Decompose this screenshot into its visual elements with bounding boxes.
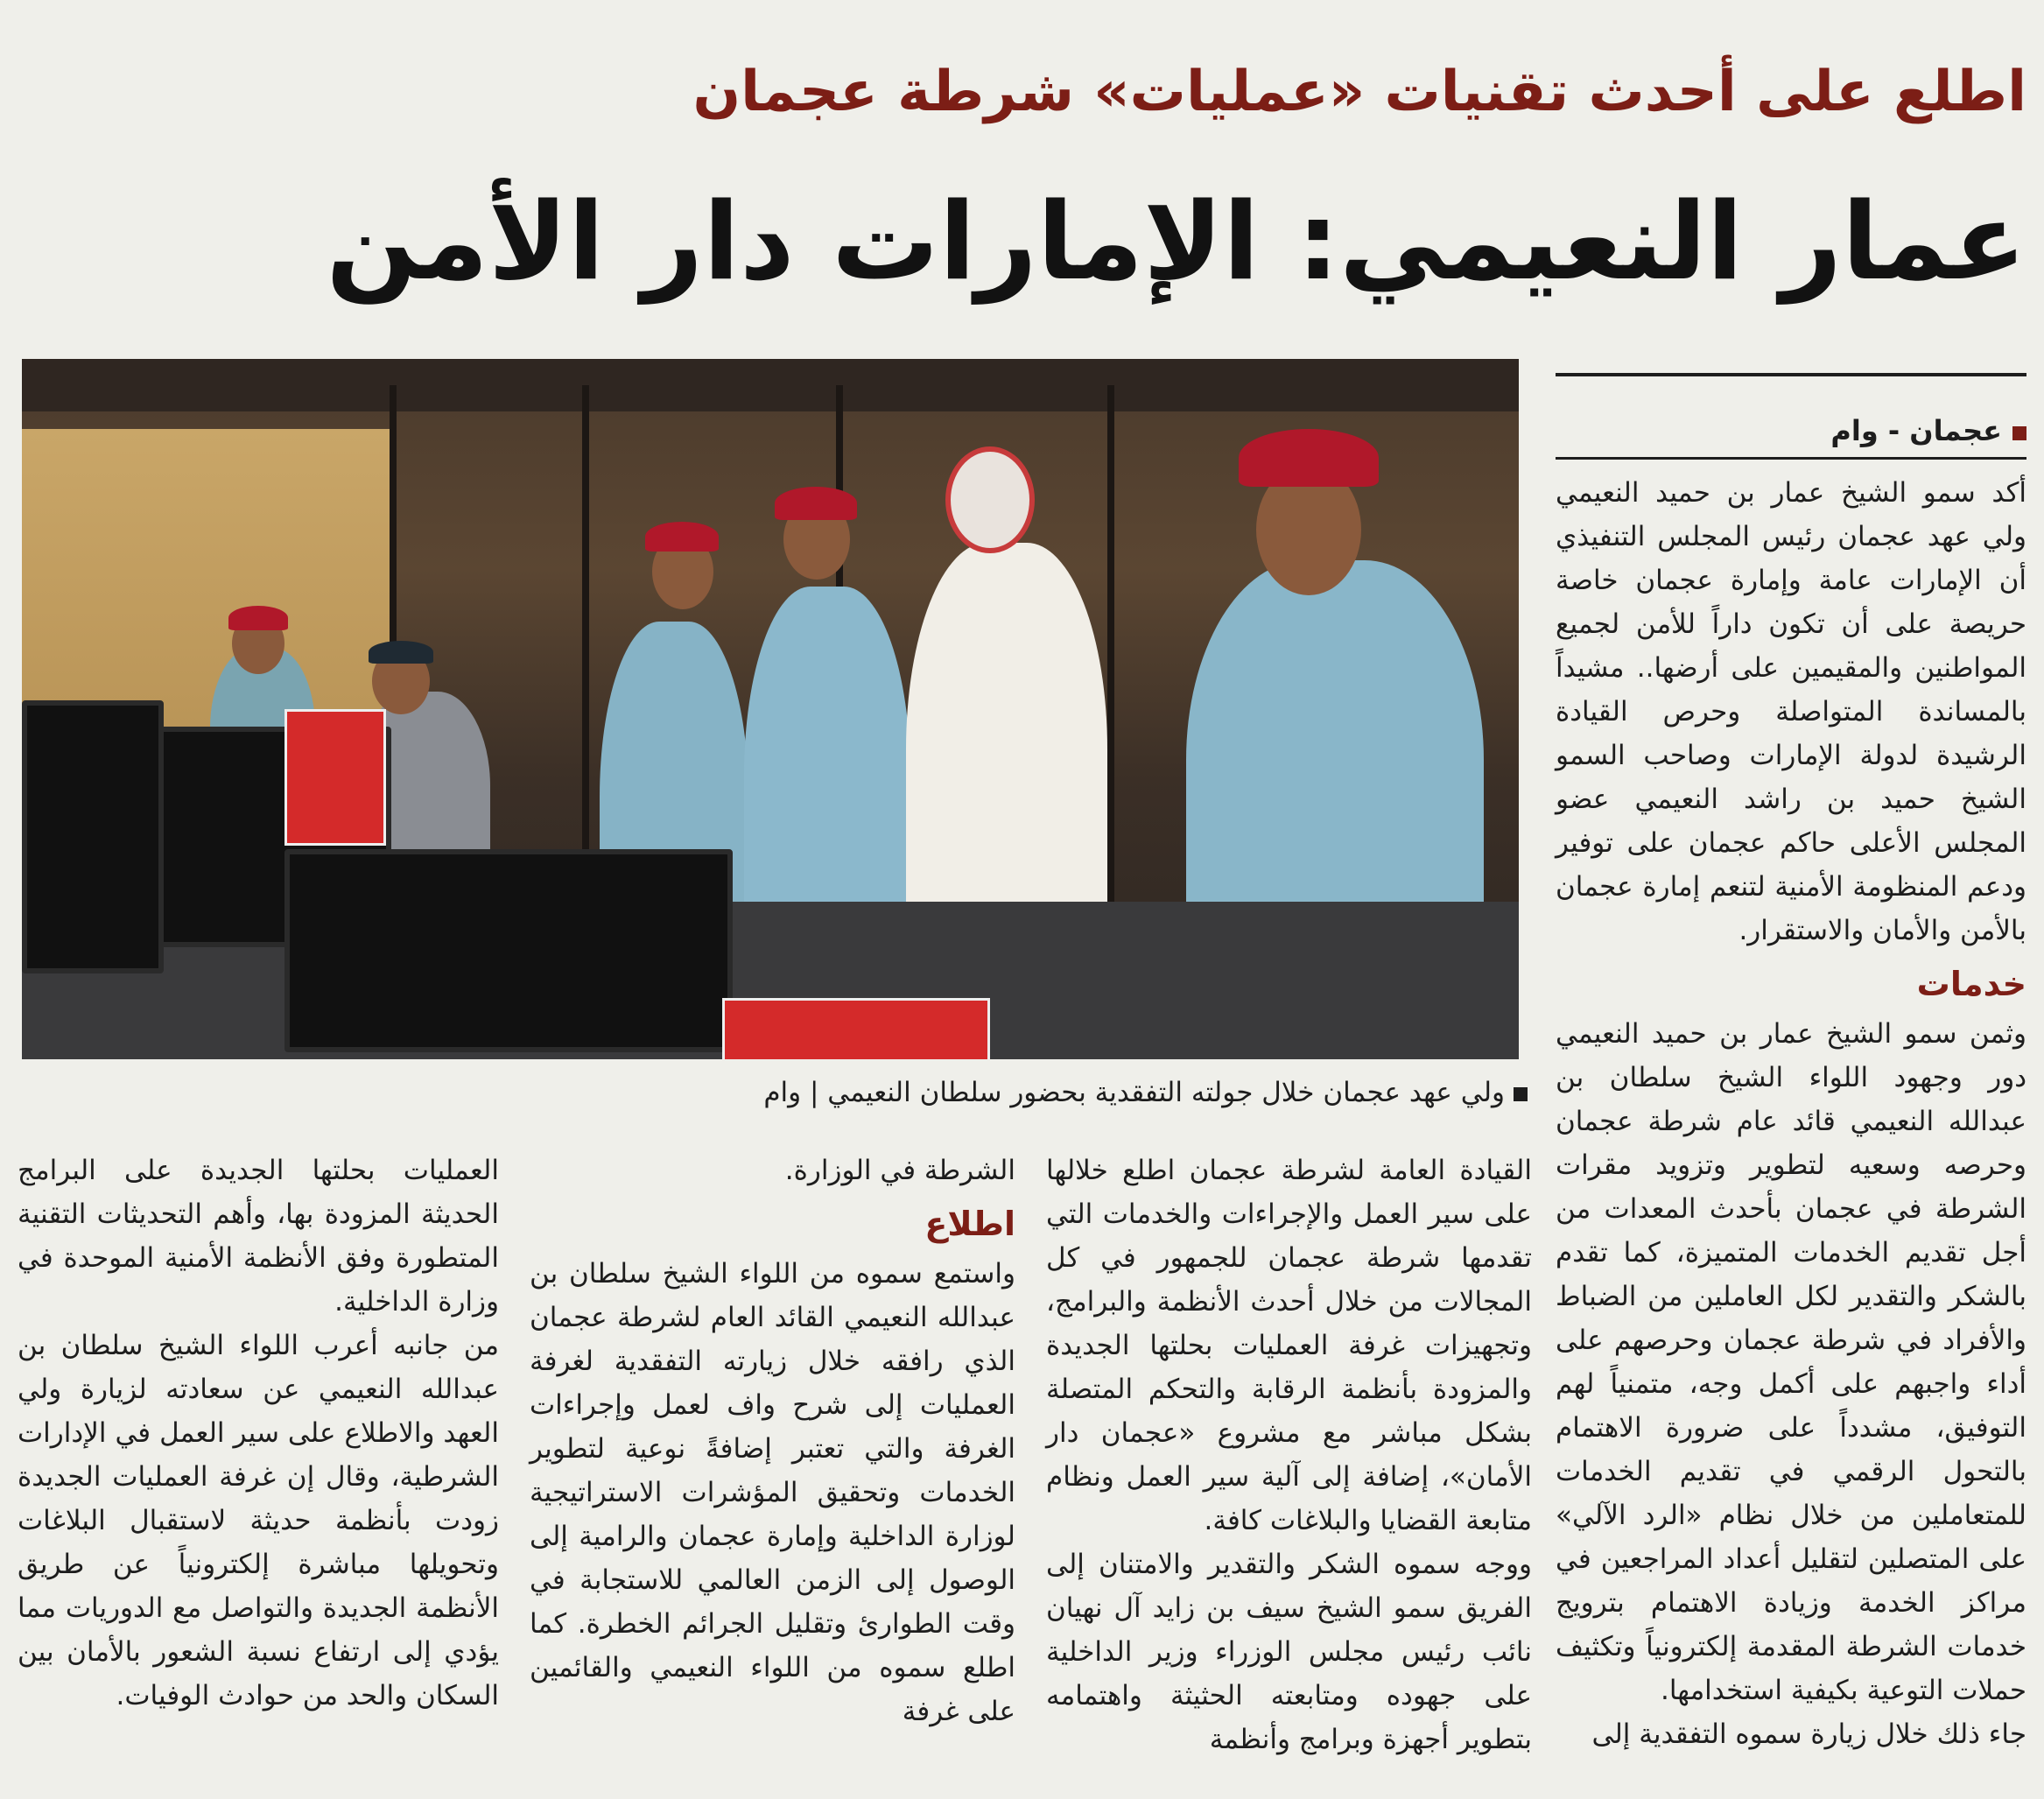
photo-red-folder (722, 998, 990, 1059)
paragraph: القيادة العامة لشرطة عجمان اطلع خلالها على سير العمل والإجراءات والخدمات التي تقدمها شرطة عجمان للجمهور في كل المجالات من خلال أحدث الأنظمة والبرامج، وتجهيزات غرفة العمليات بحلتها الجديدة والمزودة بأنظمة الرقابة والتحكم المتصلة بشكل مباشر مع مشروع «عجمان دار الأمان»، إضافة إلى آلية سير العمل ونظام متابعة القضايا والبلاغات كافة. (1046, 1155, 1532, 1536)
photo-caption-text: ولي عهد عجمان خلال جولته التفقدية بحضور سلطان النعيمي | وام (763, 1077, 1505, 1108)
photo-operator-cap (369, 641, 433, 664)
paragraph: جاء ذلك خلال زيارة سموه التفقدية إلى (1591, 1718, 2026, 1750)
article-column-2 (1046, 1149, 1532, 1761)
photo-commander-cap (1239, 429, 1379, 487)
photo-guest-headdress (945, 446, 1035, 553)
photo-monitor (284, 849, 733, 1052)
article-column-4 (18, 1149, 499, 1718)
column-rule (1556, 457, 2026, 460)
subheading: خدمات (1916, 965, 2026, 1003)
photo-caption (530, 1075, 1528, 1110)
article-photo (22, 359, 1519, 1059)
paragraph: العمليات بحلتها الجديدة على البرامج الحديثة المزودة بها، وأهم التحديثات التقنية المتطورة وفق الأنظمة الأمنية الموحدة في وزارة الداخلية. (18, 1155, 499, 1318)
article-column-3 (530, 1149, 1015, 1733)
photo-red-folder (284, 709, 386, 846)
paragraph: الشرطة في الوزارة. (784, 1155, 1015, 1186)
photo-operator-cap (228, 606, 288, 630)
paragraph: واستمع سموه من اللواء الشيخ سلطان بن عبدالله النعيمي القائد العام لشرطة عجمان الذي رافقه خلال زيارته التفقدية لغرفة العمليات إلى شرح واف لعمل وإجراءات الغرفة والتي تعتبر إضافةً نوعية لتطوير الخدمات وتحقيق المؤشرات الاستراتيجية لوزارة الداخلية وإمارة عجمان والرامية إلى الوصول إلى الزمن العالمي للاستجابة في وقت الطوارئ وتقليل الجرائم الخطرة. كما اطلع سموه من اللواء النعيمي والقائمين على غرفة (530, 1258, 1015, 1727)
photo-monitor (22, 700, 164, 973)
article-column-1 (1556, 471, 2026, 1756)
main-headline: عمار النعيمي: الإمارات دار الأمن (326, 179, 2026, 304)
photo-ceiling (22, 359, 1519, 411)
subheading: اطلاع (924, 1205, 1015, 1243)
photo-officer-cap (775, 487, 857, 520)
paragraph: أكد سمو الشيخ عمار بن حميد النعيمي ولي عهد عجمان رئيس المجلس التنفيذي أن الإمارات عامة وإمارة عجمان خاصة حريصة على أن تكون داراً للأمن لجميع المواطنين والمقيمين على أرضها.. مشيداً بالمساندة المتواصلة وحرص القيادة الرشيدة لدولة الإمارات وصاحب السمو الشيخ حميد بن راشد النعيمي عضو المجلس الأعلى حاكم عجمان على توفير ودعم المنظومة الأمنية لتنعم إمارة عجمان بالأمن والأمان والاستقرار. (1556, 477, 2026, 946)
paragraph: ووجه سموه الشكر والتقدير والامتنان إلى الفريق سمو الشيخ سيف بن زايد آل نهيان نائب رئيس مجلس الوزراء وزير الداخلية على جهوده ومتابعته الحثيثة واهتمامه بتطوير أجهزة وبرامج وأنظمة (1046, 1549, 1532, 1755)
dateline-square-icon (2012, 426, 2026, 440)
dateline (1556, 411, 2026, 450)
caption-square-icon (1514, 1087, 1528, 1101)
dateline-text: عجمان - وام (1830, 414, 2002, 447)
column-rule (1556, 373, 2026, 376)
paragraph: وثمن سمو الشيخ عمار بن حميد النعيمي دور وجهود اللواء الشيخ سلطان بن عبدالله النعيمي قائد عام شرطة عجمان وحرصه وسعيه لتطوير وتزويد مقرات الشرطة في عجمان بأحدث المعدات من أجل تقديم الخدمات المتميزة، كما تقدم بالشكر والتقدير لكل العاملين من الضباط والأفراد في شرطة عجمان وحرصهم على أداء واجبهم على أكمل وجه، متمنياً لهم التوفيق، مشدداً على ضرورة الاهتمام بالتحول الرقمي في تقديم الخدمات للمتعاملين من خلال نظام «الرد الآلي» على المتصلين لتقليل أعداد المراجعين في مراكز الخدمة وزيادة الاهتمام بترويج خدمات الشرطة المقدمة إلكترونياً وتكثيف حملات التوعية بكيفية استخدامها. (1556, 1018, 2026, 1706)
photo-officer-cap (645, 522, 719, 552)
kicker-headline: اطلع على أحدث تقنيات «عمليات» شرطة عجمان (692, 60, 2026, 124)
paragraph: من جانبه أعرب اللواء الشيخ سلطان بن عبدالله النعيمي عن سعادته لزيارة ولي العهد والاطلاع على سير العمل في الإدارات الشرطية، وقال إن غرفة العمليات الجديدة زودت بأنظمة حديثة لاستقبال البلاغات وتحويلها مباشرة إلكترونياً عن طريق الأنظمة الجديدة والتواصل مع الدوريات مما يؤدي إلى ارتفاع نسبة الشعور بالأمان بين السكان والحد من حوادث الوفيات. (18, 1330, 499, 1711)
